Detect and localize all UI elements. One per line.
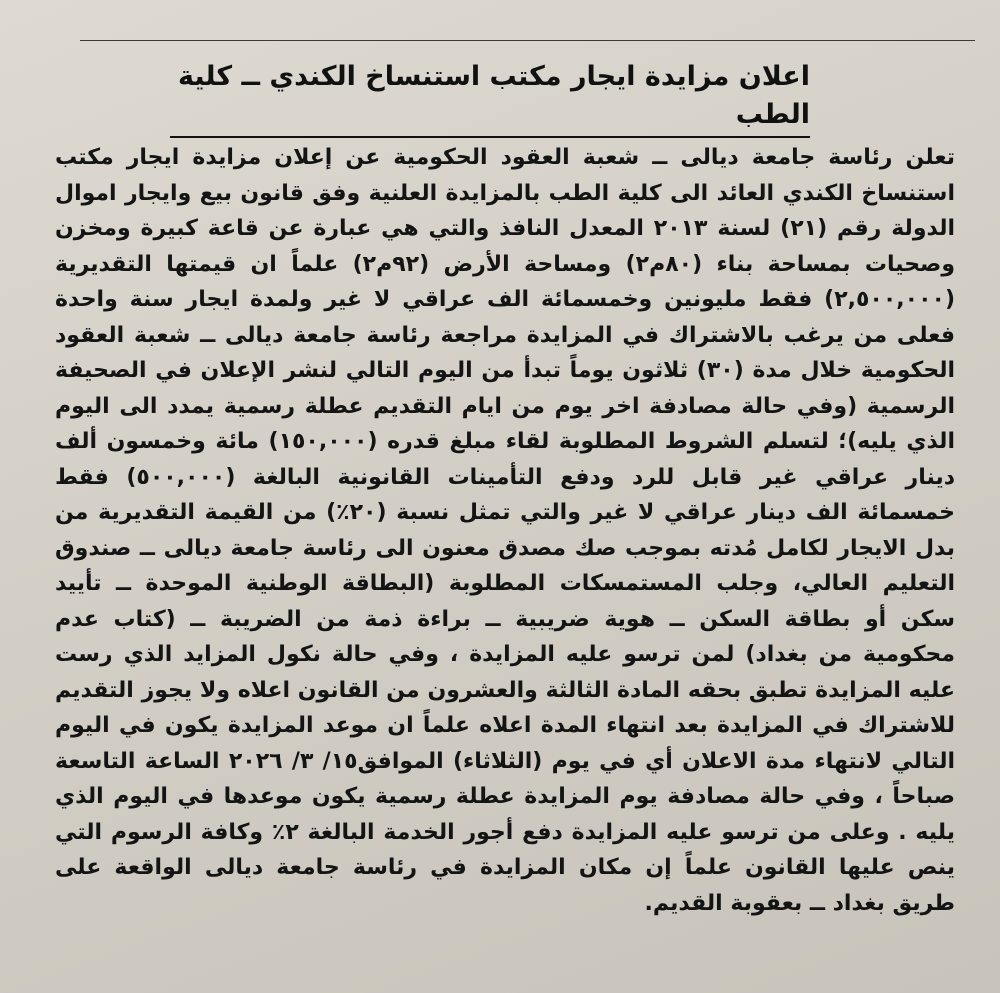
top-divider (80, 40, 975, 41)
announcement-body: تعلن رئاسة جامعة ديالى ــ شعبة العقود الحكومية عن إعلان مزايدة ايجار مكتب استنساخ الكندي العائد الى كلية الطب بالمزايدة العلنية وفق قانون بيع وايجار اموال الدولة رقم (٢١) لسنة ٢٠١٣ المعدل النافذ والتي هي عبارة عن قاعة كبيرة ومخزن وصحيات بمساحة بناء (٨٠م٢) ومساحة الأرض (٩٢م٢) علماً ان قيمتها التقديرية (٢,٥٠٠,٠٠٠) فقط مليونين وخمسمائة الف عراقي لا غير ولمدة ايجار سنة واحدة فعلى من يرغب بالاشتراك في المزايدة مراجعة رئاسة جامعة ديالى ــ شعبة العقود الحكومية خلال مدة (٣٠) ثلاثون يوماً تبدأ من اليوم التالي لنشر الإعلان في الصحيفة الرسمية (وفي حالة مصادفة اخر يوم من ايام التقديم عطلة رسمية يمدد الى اليوم الذي يليه)؛ لتسلم الشروط المطلوبة لقاء مبلغ قدره (١٥٠,٠٠٠) مائة وخمسون ألف دينار عراقي غير قابل للرد ودفع التأمينات القانونية البالغة (٥٠٠,٠٠٠) فقط خمسمائة الف دينار عراقي لا غير والتي تمثل نسبة (٢٠٪) من القيمة التقديرية من بدل الايجار لكامل مُدته بموجب صك مصدق معنون الى رئاسة جامعة ديالى ــ صندوق التعليم العالي، وجلب المستمسكات المطلوبة (البطاقة الوطنية الموحدة ــ تأييد سكن أو بطاقة السكن ــ هوية ضريبية ــ براءة ذمة من الضريبة ــ (كتاب عدم محكومية من بغداد) لمن ترسو عليه المزايدة ، وفي حالة نكول المزايد الذي رست عليه المزايدة تطبق بحقه المادة الثالثة والعشرون من القانون اعلاه ولا يجوز التقديم للاشتراك في المزايدة بعد انتهاء المدة اعلاه علماً ان موعد المزايدة يكون في اليوم التالي لانتهاء مدة الاعلان أي في يوم (الثلاثاء) الموافق١٥/ ٣/ ٢٠٢٦ الساعة التاسعة صباحاً ، وفي حالة مصادفة يوم المزايدة عطلة رسمية يكون موعدها في اليوم الذي يليه . وعلى من ترسو عليه المزايدة دفع أجور الخدمة البالغة ٢٪ وكافة الرسوم التي ينص عليها القانون علماً إن مكان المزايدة في رئاسة جامعة ديالى الواقعة على طريق بغداد ــ بعقوبة القديم. (55, 145, 956, 916)
announcement-title: اعلان مزايدة ايجار مكتب استنساخ الكندي ــ كلية الطب (170, 58, 810, 138)
